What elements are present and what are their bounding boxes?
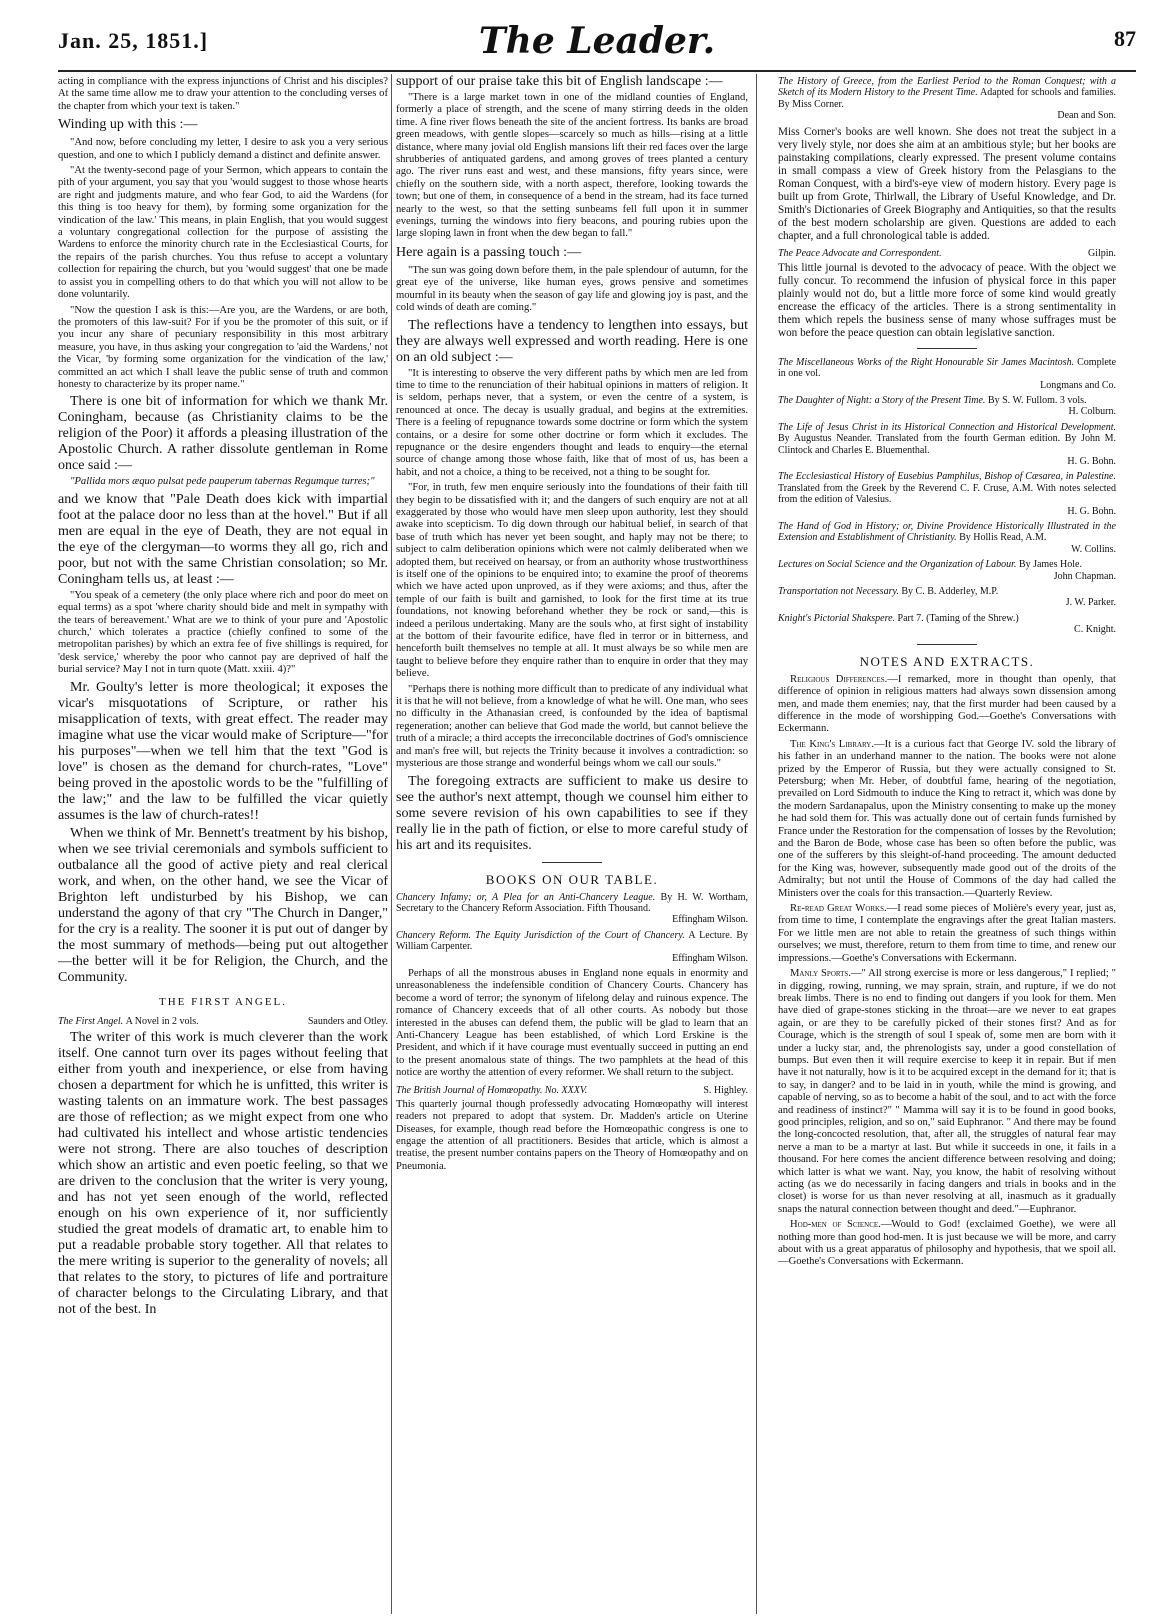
book-publisher: H. G. Bohn. <box>1067 455 1116 467</box>
quotation: "Perhaps there is nothing more difficult than to predicate of any individual what it is that he will not believe, from a knowledge of what he will. One man, who sees no difficulty in the Athanasian creed, is confounded by the idea of baptismal regeneration; another can believe that God made the world, but cannot believe the truth of a miracle; a third accepts the irreconcilable doctrines of God's omniscience and man's free will, but rejects the Trinity because it involves a contradiction: so mysterious are those strange and wonderful beings whom we call our souls." <box>396 683 748 770</box>
quotation: "You speak of a cemetery (the only place where rich and poor do meet on equal terms) as a spot 'where charity should bide and melt in sympathy with the tears of bereavement.' What are we to think of your pure and 'Apostolic church,' which tolerates a practice (chiefly confined to some of the metropolitan parishes) by which an extra fee of five shillings is required, for 'desk service,' whereby the poor who cannot pay are deprived of half the burial service? May I not in turn quote (Matt. xxiii. 4)?" <box>58 589 388 676</box>
note-text: —It is a curious fact that George IV. sold the library of his father in an underhand manner to the nation. The books were not alone prized by the Emperor of Russia, but they were actually consigned to St. Petersburg; when Mr. Heber, of doubtful fame, hearing of the negotiation, prevailed on Lord Sidmouth to induce the King to retract it, which was done by the modern Sardanapalus, upon the Ministry consenting to make up the money he had sold them for. This was actually done out of certain funds furnished by France under the Restoration for the compensation of losses by the Revolution; and the Baron de Bode, whose case has been so often before the public, was one of the sufferers by this sleight-of-hand proceeding. The amount deducted for the King was, however, subsequently made good out of the droits of the Admiralty; but not until the House of Commons of the day had called the Ministers over the coals for this transaction.—Quarterly Review. <box>778 738 1116 899</box>
note-item <box>778 674 1116 736</box>
quotation: "And now, before concluding my letter, I desire to ask you a very serious question, and one to which I publicly demand a distinct and definite answer. <box>58 137 388 161</box>
book-publisher: W. Collins. <box>1071 543 1116 555</box>
quotation: "The sun was going down before them, in the pale splendour of autumn, for the great eye of the universe, like human eyes, grows pensive and sometimes mournful in its beauty when the season of gay life and glowing joy is past, and the cold winds of death are coming." <box>396 264 748 314</box>
book-publisher: H. G. Bohn. <box>1067 505 1116 517</box>
column-1 <box>58 74 388 1614</box>
book-publisher: S. Highley. <box>703 1084 748 1096</box>
book-publisher: C. Knight. <box>1074 624 1116 636</box>
book-publisher: J. W. Parker. <box>1065 597 1116 609</box>
paragraph: and we know that "Pale Death does kick with impartial foot at the palace door no less than at the hovel." But if all men are equal in the eye of Death, they are not equal in the eye of the clergyman—to worms they all go, rich and poor, but not with the same Christian consolation; so Mr. Coningham tells us, at least :— <box>58 491 388 587</box>
book-desc: By C. B. Adderley, M.P. <box>901 586 999 598</box>
book-entry <box>778 395 1116 418</box>
header-rule <box>58 70 1136 72</box>
book-desc: By H. W. Wortham, Secretary to the Chancery Reform Association. Fifth Thousand. <box>396 891 748 914</box>
book-entry <box>778 247 1116 260</box>
book-desc: Part 7. (Taming of the Shrew.) <box>897 612 1019 624</box>
column-divider <box>756 74 757 1614</box>
quotation: "It is interesting to observe the very different paths by which men are led from time to time to the renunciation of their habitual opinions in matters of religion. It is seldom, perhaps never, that a system, or even the centre of a system, is renounced at once. The decay is usually gradual, and begins at the extremities. There is a feeling of repugnance towards some doctrine or form which the system contains, or a desire for some other doctrine or form which it excludes. The repugnance or the desire engenders thought and leads to enquiry—the eternal source of change among those whose faith, like that of most of us, has been a habit, and not a choice, a thing to be received, not a thing to be sought for. <box>396 367 748 478</box>
book-publisher: Saunders and Otley. <box>307 1015 388 1027</box>
divider <box>917 644 977 645</box>
book-entry <box>778 422 1116 468</box>
quotation: "There is a large market town in one of the midland counties of England, formerly a place of strength, and the scene of many stirring deeds in the olden time. A fine river flows beneath the site of the ancient fortress. Its banks are broad green meadows, with gentle slopes—scarcely so much as hills—rising at a little distance, where many jovial old English mansions lift their red faces over the large shrubberies of antiquated gardens, and among groves of trees planted a century ago. The river runs east and west, and these mansions, fifty years since, were chiefly on the southern side, with a north aspect, therefore, looking towards the town; but one of them, in consequence of a bend in the stream, had its face turned nearly to the west, so that the setting sunbeams fell full upon it in summer evenings, turning the windows into fiery beacons, and pouring rubies upon the large sloping lawn in front when the dew began to fall." <box>396 92 748 240</box>
book-title: Chancery Infamy; or, A Plea for an Anti-Chancery League. <box>396 891 656 903</box>
book-title: The Daughter of Night: a Story of the Present Time. <box>778 394 986 406</box>
note-heading: Religious Differences. <box>790 673 888 685</box>
book-title: Knight's Pictorial Shakspere. <box>778 612 896 624</box>
book-entry <box>778 471 1116 517</box>
lead-in: Winding up with this :— <box>58 117 198 133</box>
books-received-list <box>778 357 1116 636</box>
book-entry <box>778 76 1116 122</box>
paragraph: Miss Corner's books are well known. She does not treat the subject in a very lively style, nor does she aim at an ambitious style; but her books are painstaking compilations, clearly expressed. The present volume contains in small compass a view of Greek history from the Pelasgians to the Roman Conquest, with a bird's-eye view of modern history. Every page is built up from Grote, Thirlwall, the Library of Useful Knowledge, and Dr. Smith's Dictionaries of Greek Biography and Antiquities, so that the results of the best modern scholarship are given. Questions are added to each chapter, and a full chronological table is added. <box>778 125 1116 242</box>
note-heading: Manly Sports. <box>790 968 851 980</box>
book-title: Lectures on Social Science and the Organization of Labour. <box>778 559 1017 571</box>
paragraph: This quarterly journal though professedly advocating Homœopathy will interest readers not prepared to adopt that system. Dr. Madden's article on Uterine Diseases, for example, though read before the Homœopathic congress is one to engage the attention of all practitioners. Besides that article, which is almost a treatise, the present number contains papers on the Theory of Homœopathy and on Pneumonia. <box>396 1098 748 1172</box>
paragraph: Mr. Goulty's letter is more theological; it exposes the vicar's misquotations of Scripture, or rather his misapplication of texts, with great effect. The reader may imagine what use the vicar would make of Scripture—"for his purposes"—when we tell him that the text "God is love" is chosen as the demand for church-rates, "Love" being proved in the apostolic words to be the "fulfilling of the law;" and the law to be fulfilled the vicar quietly assumes is the law of church-rates!! <box>58 679 388 823</box>
book-desc: Adapted for schools and families. By Miss Corner. <box>778 87 1116 110</box>
book-title: The Hand of God in History; or, Divine Providence Historically Illustrated in the Extension and Establishment of Christianity. <box>778 521 1116 544</box>
quotation: "At the twenty-second page of your Sermon, which appears to contain the pith of your argument, you say that you 'would suggest to those whose hearts are right and judgments mature, and who fear God, to aid the Wardens (for this thing is too heavy for them), by forming some organization for the vindication of the law.' This means, in plain English, that you would suggest a voluntary congregational collection for the purpose of assisting the Wardens to enforce the minority church rate in the Ecclesiastical Courts, for the repairs of the parish churches. You thus refuse to accept a voluntary collection for repairing the church, but you 'would suggest' that one be made to assist you in compelling others to do that which you will not allow to be done voluntarily. <box>58 165 388 301</box>
issue-date: Jan. 25, 1851.] <box>58 28 209 53</box>
book-desc: By S. W. Fullom. 3 vols. <box>987 394 1087 406</box>
page-number: 87 <box>1114 26 1136 51</box>
page-header <box>58 20 1136 72</box>
note-text: —Would to God! (exclaimed Goethe), we were all nothing more than good hod-men. It is just because we will be more, and carry about with us a great apparatus of philosophy and hypothesis, that we spoil all.—Goethe's Conversations with Eckermann. <box>778 1219 1116 1268</box>
note-text: —I read some pieces of Molière's every year, just as, from time to time, I contemplate the engravings after the great Italian masters. For we little men are not able to retain the greatness of such things within ourselves; we must, therefore, return to them from time to time, and renew our impressions.—Goethe's Conversations with Eckermann. <box>778 903 1116 964</box>
book-title: The Life of Jesus Christ in its Historical Connection and Historical Development. <box>778 421 1116 433</box>
book-title: The History of Greece, from the Earliest Period to the Roman Conquest; with a Sketch of its Modern History to the Present Time. <box>778 76 1116 99</box>
latin-quotation: "Pallida mors æquo pulsat pede pauperum tabernas Regumque turres;" <box>70 476 375 488</box>
book-entry <box>58 1015 388 1028</box>
paragraph: The reflections have a tendency to lengthen into essays, but they are always well expressed and worth reading. Here is one on an old subject :— <box>396 317 748 365</box>
book-title: Chancery Reform. The Equity Jurisdiction of the Court of Chancery. <box>396 929 685 941</box>
book-publisher: Longmans and Co. <box>1040 379 1116 391</box>
book-entry <box>778 521 1116 555</box>
note-text: —" All strong exercise is more or less dangerous," I replied; " in digging, rowing, running, we may sprain, strain, and rupture, if we do not break limbs. There is no end to finding out dangers if you look for them. Men have died of grape-stones sticking in the throat—are we never to eat grapes again, or are they to be carefully picked of their stones first? And as for Courage, which is the strength of soul I speak of, some men are born with it under a lucky star, and, the phrenologists say, under a good constellation of bumps. But even then it will require exercise to keep it in repair. But if men have it not naturally, how is it to be acquired except in the demand for it; that is to say, in danger? and to be laid in in youth, while the mind is growing, and capable of nerving, so as to become a habit of the soul, and to act with the force and readiness of instinct?" " Mamma will say it is to be found in good books, good principles, religion, and so on," said Euphranor. " And there may be found the long-concocted resolution, that, after all, the struggles of natural fear may nerve a man to be a martyr at last. But while it succeeds in one, it fails in a thousand. For here comes the ancient difference between resolving and doing; which latter is what we want. Nay, you know, the habit of resolving without acting (as we do necessarily in facing dangers and trials in books and in the closet) is worse for us than never resolving at all, inasmuch as it gradually snaps the natural connection between thought and deed."—Euphranor. <box>778 968 1116 1215</box>
book-title: Transportation not Necessary. <box>778 586 899 598</box>
book-desc: By Hollis Read, A.M. <box>959 532 1047 544</box>
note-heading: The King's Library. <box>790 738 874 750</box>
book-entry <box>778 559 1116 582</box>
book-entry <box>396 930 748 964</box>
book-desc: By Augustus Neander. Translated from the fourth German edition. By John M. Clintock and Charles E. Bluementhal. <box>778 433 1116 456</box>
section-heading: THE FIRST ANGEL. <box>158 995 288 1008</box>
book-title: The Miscellaneous Works of the Right Honourable Sir James Macintosh. <box>778 356 1075 368</box>
paragraph: support of our praise take this bit of English landscape :— <box>396 74 723 89</box>
book-title: The British Journal of Homœopathy. No. XXXV. <box>396 1084 588 1096</box>
book-publisher: H. Colburn. <box>1068 406 1116 418</box>
note-heading: Re-read Great Works. <box>790 903 887 915</box>
book-entry <box>778 357 1116 391</box>
paragraph: acting in compliance with the express injunctions of Christ and his disciples? At the same time allow me to draw your attention to the concluding verses of the chapter from which your text is taken." <box>58 76 388 112</box>
book-entry <box>396 1084 748 1097</box>
book-publisher: Effingham Wilson. <box>672 952 748 964</box>
note-item <box>778 968 1116 1216</box>
note-item <box>778 1219 1116 1269</box>
book-desc: By James Hole. <box>1018 559 1082 571</box>
book-publisher: Effingham Wilson. <box>672 914 748 926</box>
book-desc: A Lecture. By William Carpenter. <box>396 929 748 953</box>
book-entry <box>396 892 748 926</box>
note-item <box>778 739 1116 900</box>
book-publisher: John Chapman. <box>1053 570 1116 582</box>
divider <box>542 862 602 863</box>
book-desc: A Novel in 2 vols. <box>125 1015 199 1027</box>
paragraph: The foregoing extracts are sufficient to make us desire to see the author's next attempt, though we counsel him either to some severe revision of his own capabilities to see if they really lie in the path of fiction, or else to more careful study of his art and its requisites. <box>396 773 748 853</box>
column-divider <box>391 74 392 1614</box>
paragraph: There is one bit of information for which we thank Mr. Coningham, because (as Christianity claims to be the religion of the Poor) it affords a pleasing illustration of the Apostolic Church. A rather dissolute gentleman in Rome once said :— <box>58 394 388 474</box>
book-title: The Ecclesiastical History of Eusebius Pamphilus, Bishop of Cæsarea, in Palestine. <box>778 471 1116 483</box>
divider <box>917 348 977 349</box>
column-3 <box>778 74 1116 1614</box>
book-desc: Complete in one vol. <box>778 356 1116 380</box>
note-item <box>778 903 1116 965</box>
note-heading: Hod-men of Science. <box>790 1219 881 1231</box>
book-title: The First Angel. <box>58 1015 124 1027</box>
masthead-title: The Leader. <box>478 20 716 62</box>
paragraph: This little journal is devoted to the advocacy of peace. With the object we fully concur. To recommend the infusion of physical force in this paper plainly would not do, but a little more force of some kind would greatly encrease the efficacy of the articles. There is a strong sentimentality in them which repels the business sense of many whose suffrages must be won before the peace question can obtain legislative sanction. <box>778 261 1116 339</box>
note-text: —I remarked, more in thought than openly, that difference of opinion in religious matters had always sown dissension among men, and made them enemies; nay, that the first murder had been caused by a difference in the mode of worshipping God.—Goethe's Conversations with Eckermann. <box>778 673 1116 735</box>
book-title: The Peace Advocate and Correspondent. <box>778 247 942 259</box>
section-heading: NOTES AND EXTRACTS. <box>859 653 1035 669</box>
lead-in: Here again is a passing touch :— <box>396 244 582 260</box>
paragraph: Perhaps of all the monstrous abuses in England none equals in enormity and unreasonableness the indefensible condition of Chancery Courts. Chancery has become a word of terror; the synonym of lifelong delay and ruinous expence. The romance of Chancery exceeds that of all other courts. As nobody but those interested in the abuses can defend them, the public will be glad to learn that an Anti-Chancery League has been established, of which Lord Erskine is the President, and which if it have courage must eventually succeed in putting an end to the present anomalous state of things. The two pamphlets at the head of this notice are worthy the attention of every reformer. We shall return to the subject. <box>396 968 748 1079</box>
paragraph: The writer of this work is much cleverer than the work itself. One cannot turn over its pages without feeling that either from youth and inexperience, or else from having chosen a department for which he is unfitted, this writer is wasting talents on an immature work. The best passages are those of reflection; as we might expect from one who had cultivated his intellect and whose artistic tendencies were not strong. There are also touches of description which show an artistic and even poetic feeling, so that we are driven to the conclusion that the writer is very young, and has not yet seen enough of the world, reflected enough on his own experience of it, nor sufficiently studied the great models of dramatic art, to enable him to put a readable probable story together. All that relates to the mere writing is superior to the generality of novels; all that relates to the story, to pictures of life and portraiture of character belongs to the Circulating Library, and that not of the best. In <box>58 1029 388 1317</box>
column-2 <box>396 74 748 1614</box>
book-entry <box>778 586 1116 609</box>
book-publisher: Dean and Son. <box>1057 110 1116 122</box>
book-publisher: Gilpin. <box>1087 247 1116 259</box>
section-heading: BOOKS ON OUR TABLE. <box>485 871 659 887</box>
paragraph: When we think of Mr. Bennett's treatment by his bishop, when we see trivial ceremonials and symbols sufficient to outbalance all the good of active piety and real clerical work, and when, on the other hand, we see the Vicar of Brighton left undisturbed by his Bishop, we can understand the agony of that cry "The Church in Danger," for the cry is a reality. The sooner it is put out of danger by the most summary of methods—being put out altogether—the better will it be for Religion, the Church, and the Community. <box>58 825 388 985</box>
book-desc: Translated from the Greek by the Reverend C. F. Cruse, A.M. With notes selected from the edition of Valesius. <box>778 482 1116 506</box>
quotation: "For, in truth, few men enquire seriously into the foundations of their faith till they begin to be dissatisfied with it; and the dangers of such enquiry are not at all exaggerated by those who would have men sleep upon authority, lest they should awake into scepticism. To dig down through our habitual belief, in search of that base of truth which has never yet been sought, and haply may not be there; to subject to calm deliberation opinions which were not calmly deliberated when we adopted them, but received on hearsay, or from an authority whose trustworthiness is itself one of the opinions to be enquired into; to examine the proof of theorems which we have acted upon unproved, as if they were axioms; and thus, after the temple of our faith is built and garnished, to look for the first time at its true foundations, not knowing beforehand whether they be rock or sand,—this is indeed a perilous undertaking. Many are the souls who, at first sight of instability at the bottom of their favourite edifice, have fled in terror or in bitterness, and henceforth built themselves no temple at all. It must always be so while men are taught to believe before they enquire rather than to enquire in order that they may believe. <box>396 482 748 680</box>
quotation: "Now the question I ask is this:—Are you, are the Wardens, or are both, the promoters of this law-suit? For if you be the promoter of this suit, or if you incur any share of pecuniary responsibility in this most arbitrary measure, you have, in thus asking your congregation to 'aid the Wardens,' not the Vicar, 'by forming some organization for the vindication of the law,' committed an act which I shall leave the public sense of truth and common honesty to characterize by its proper name." <box>58 304 388 390</box>
book-entry <box>778 613 1116 636</box>
